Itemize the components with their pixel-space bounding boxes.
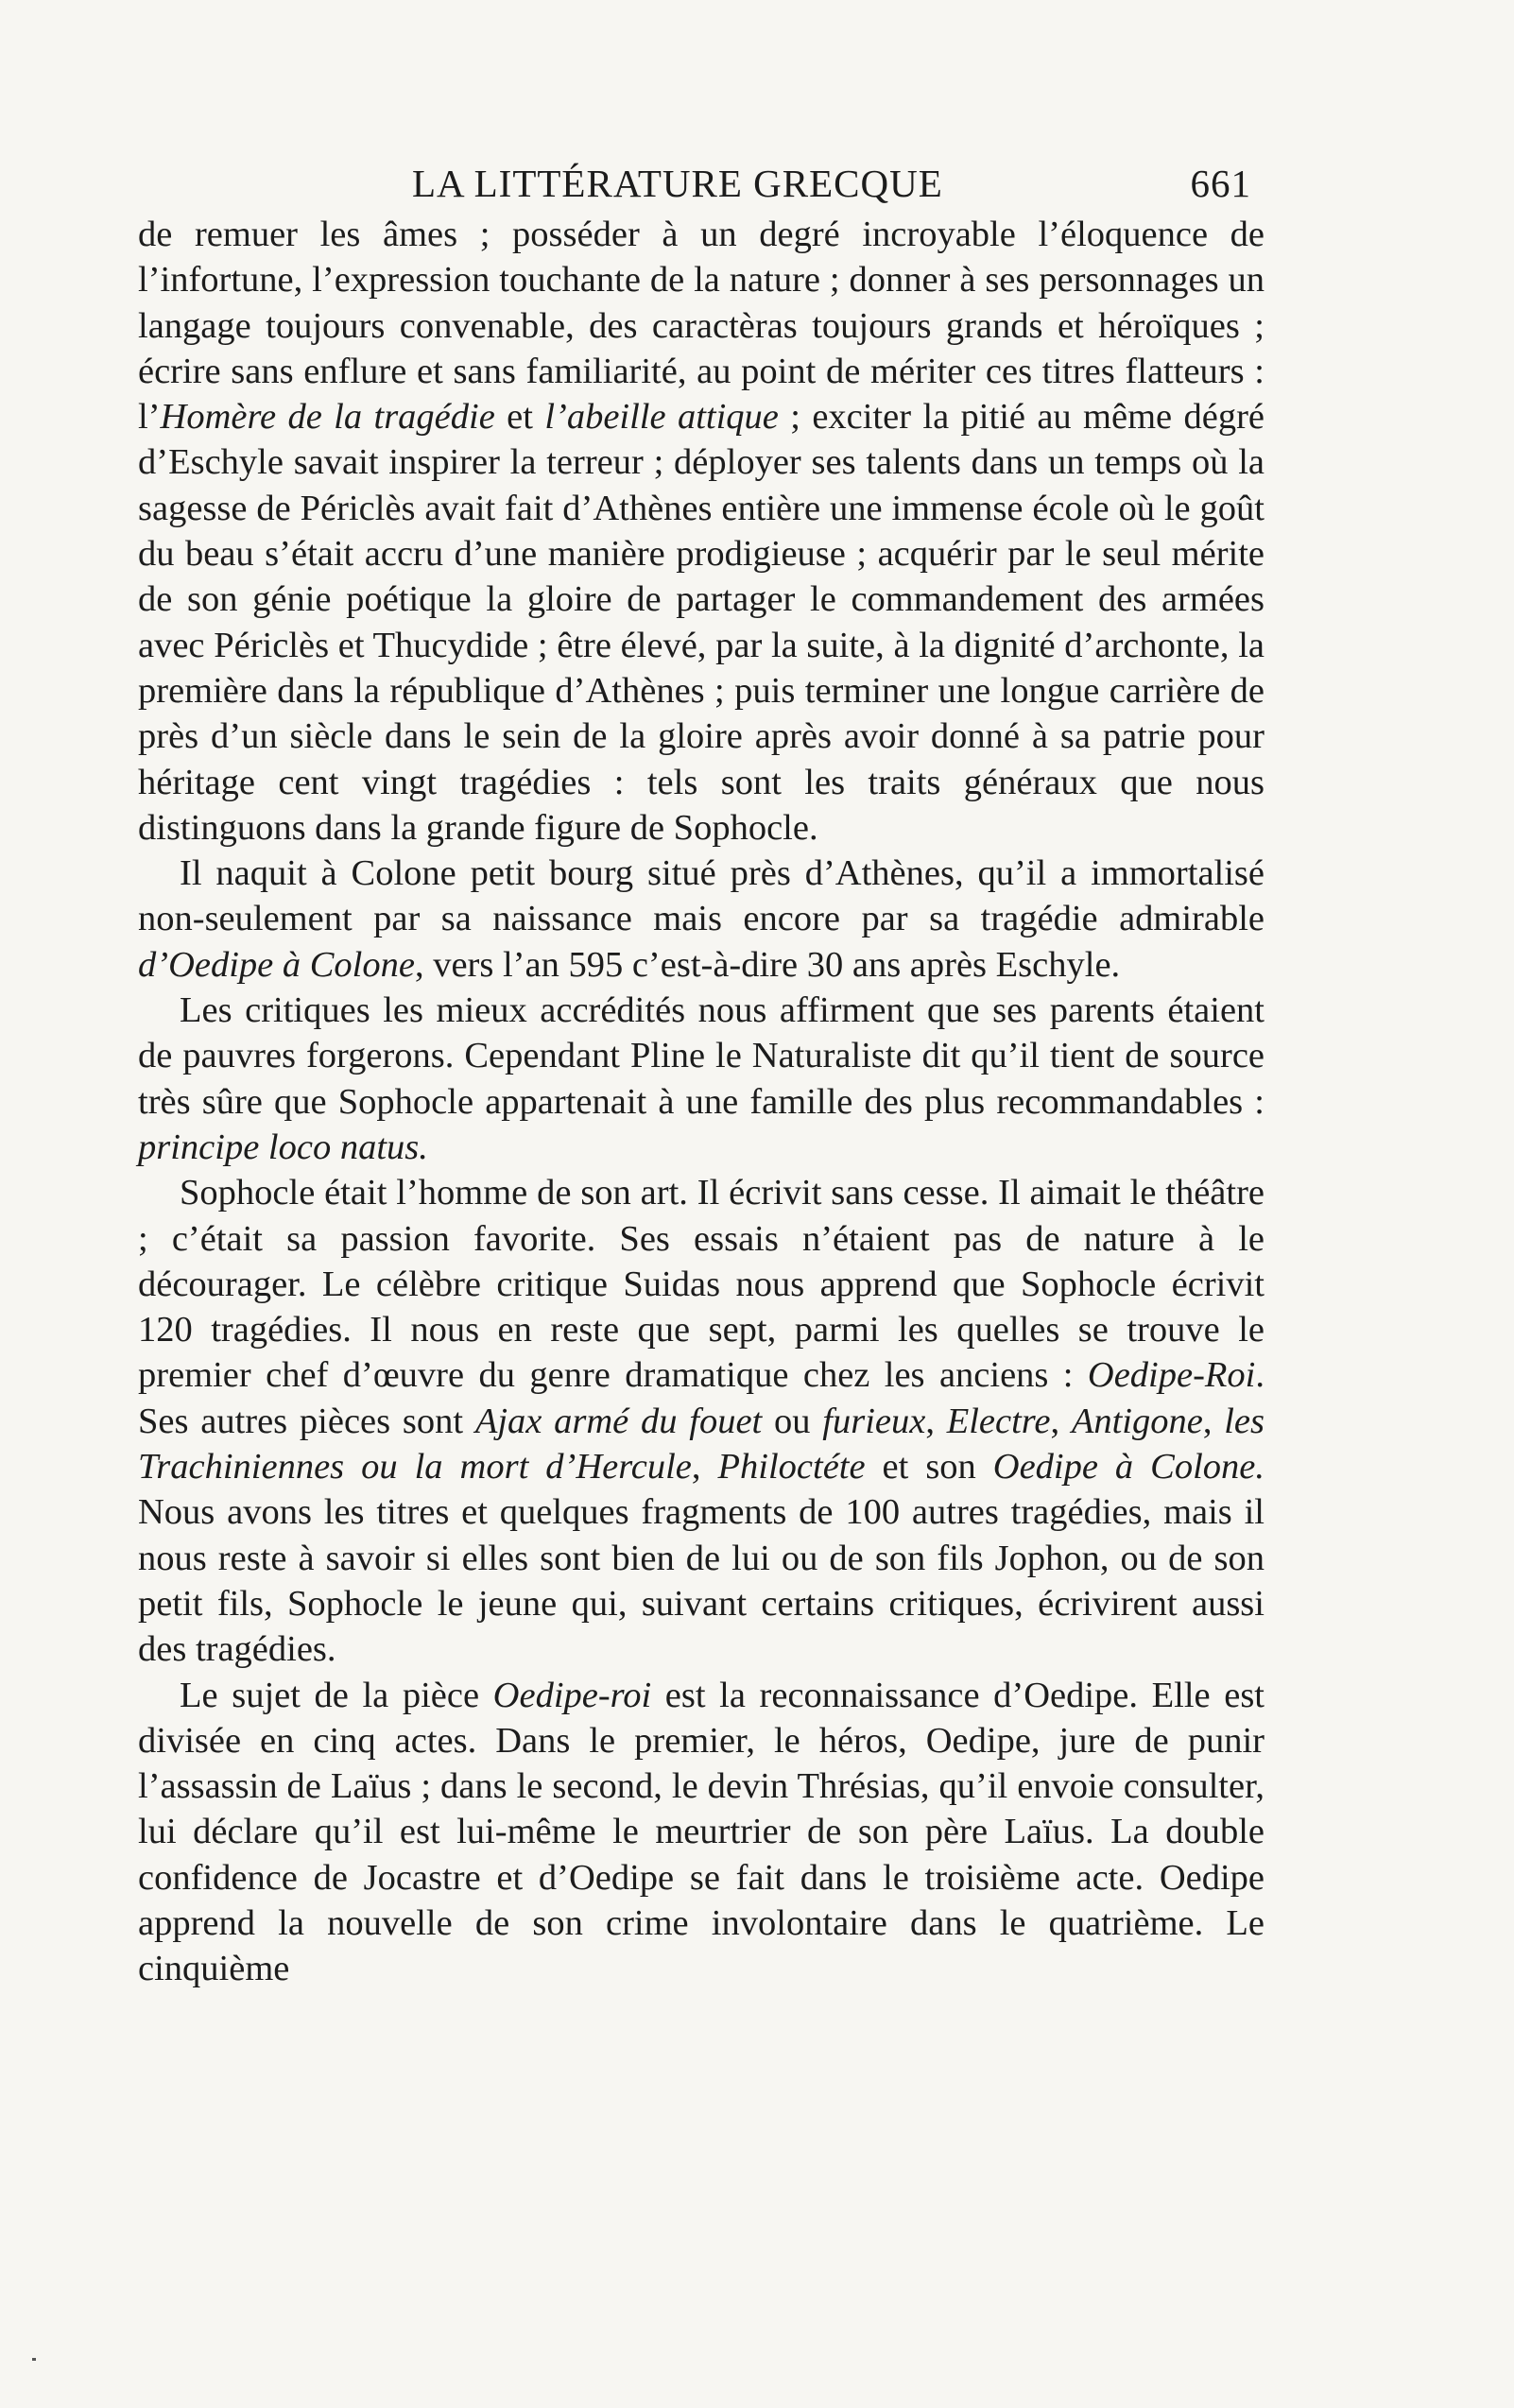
- text-run: Sophocle était l’homme de son art. Il écrivit sans cesse. Il aimait le théâtre ; c’était sa passion favorite. Ses essais n’étaient pas de nature à le décourager. Le célèbre critique Suidas nous apprend que Sophocle écrivit 120 tragédies. Il nous en reste que sept, parmi les quelles se trouve le premier chef d’œuvre du genre dramatique chez les anciens :: [138, 1173, 1265, 1396]
- page-number: 661: [1190, 162, 1251, 205]
- text-run: Nous avons les titres et quelques fragments de 100 autres tragédies, mais il nous reste à savoir si elles sont bien de lui ou de son fils Jophon, ou de son petit fils, Sophocle le jeune qui, suivant certains critiques, écrivirent aussi des tragédies.: [138, 1492, 1265, 1670]
- italic-text: principe loco natus.: [138, 1127, 428, 1167]
- paragraph: [138, 1673, 1265, 1992]
- text-run: Il naquit à Colone petit bourg situé près d’Athènes, qu’il a immortalisé non-seulement par sa naissance mais encore par sa tragédie admirable: [138, 853, 1265, 939]
- text-run: ou: [762, 1401, 823, 1441]
- text-run: de remuer les âmes ; posséder à un degré incroyable l’éloquence de l’infortune, l’expression touchante de la nature ; donner à ses personnages un langage toujours convenable, des caractèras toujours grands et héroïques ; écrire sans enflure et sans familiarité, au point de mériter ces titres flatteurs : l’: [138, 215, 1265, 438]
- text-run: est la reconnaissance d’Oedipe. Elle est divisée en cinq actes. Dans le premier, le héros, Oedipe, jure de punir l’assassin de Laïus ; dans le second, le devin Thrésias, qu’il envoie consulter, lui déclare qu’il est lui-même le meurtrier de son père Laïus. La double confidence de Jocastre et d’Oedipe se fait dans le troisième acte. Oedipe apprend la nouvelle de son crime involontaire dans le quatrième. Le cinquième: [138, 1675, 1265, 1989]
- paragraph: [138, 851, 1265, 988]
- text-run: ,: [691, 1447, 718, 1488]
- running-title: LA LITTÉRATURE GRECQUE: [412, 162, 943, 205]
- margin-ink-mark: [32, 2358, 36, 2361]
- paragraph: [138, 988, 1265, 1170]
- running-header: [138, 161, 1265, 212]
- text-run: et son: [865, 1447, 993, 1488]
- italic-text: Antigone: [1071, 1401, 1203, 1441]
- text-run: . Ses autres pièces sont: [138, 1355, 1265, 1441]
- text-run: ,: [1050, 1401, 1072, 1441]
- paragraph: [138, 1170, 1265, 1672]
- italic-text: Oedipe à Colone.: [992, 1447, 1265, 1488]
- text-run: ,: [925, 1401, 947, 1441]
- italic-text: Ajax armé du fouet: [474, 1401, 763, 1441]
- italic-text: Philoctéte: [717, 1447, 866, 1488]
- italic-text: Homère de la tragédie: [160, 397, 495, 438]
- page: [138, 161, 1265, 1992]
- text-run: Les critiques les mieux accrédités nous affirment que ses parents étaient de pauvres forgerons. Cependant Pline le Naturaliste dit qu’il tient de source très sûre que Sophocle appartenait à une famille des plus recommandables :: [138, 990, 1265, 1122]
- italic-text: d’Oedipe à Colone: [138, 944, 415, 985]
- text-run: Le sujet de la pièce: [180, 1675, 493, 1715]
- text-run: ; exciter la pitié au même dégré d’Eschyle savait inspirer la terreur ; déployer ses talents dans un temps où la sagesse de Périclès avait fait d’Athènes entière une immense école où le goût du beau s’était accru d’une manière prodigieuse ; acquérir par le seul mérite de son génie poétique la gloire de partager le commandement des armées avec Périclès et Thucydide ; être élevé, par la suite, à la dignité d’archonte, la première dans la république d’Athènes ; puis terminer une longue carrière de près d’un siècle dans le sein de la gloire après avoir donné à sa patrie pour héritage cent vingt tragédies : tels sont les traits généraux que nous distinguons dans la grande figure de Sophocle.: [138, 397, 1265, 848]
- italic-text: furieux: [822, 1401, 926, 1441]
- italic-text: Oedipe-roi: [492, 1675, 652, 1715]
- italic-text: l’abeille attique: [544, 397, 779, 438]
- body-text: [138, 212, 1265, 1992]
- paragraph: [138, 212, 1265, 851]
- italic-text: Electre: [946, 1401, 1051, 1441]
- text-run: ,: [1202, 1401, 1225, 1441]
- text-run: et: [494, 397, 545, 438]
- text-run: , vers l’an 595 c’est-à-dire 30 ans après Eschyle.: [414, 944, 1121, 985]
- italic-text: les Trachiniennes ou la mort d’Hercule: [138, 1401, 1265, 1488]
- italic-text: Oedipe-Roi: [1087, 1355, 1256, 1396]
